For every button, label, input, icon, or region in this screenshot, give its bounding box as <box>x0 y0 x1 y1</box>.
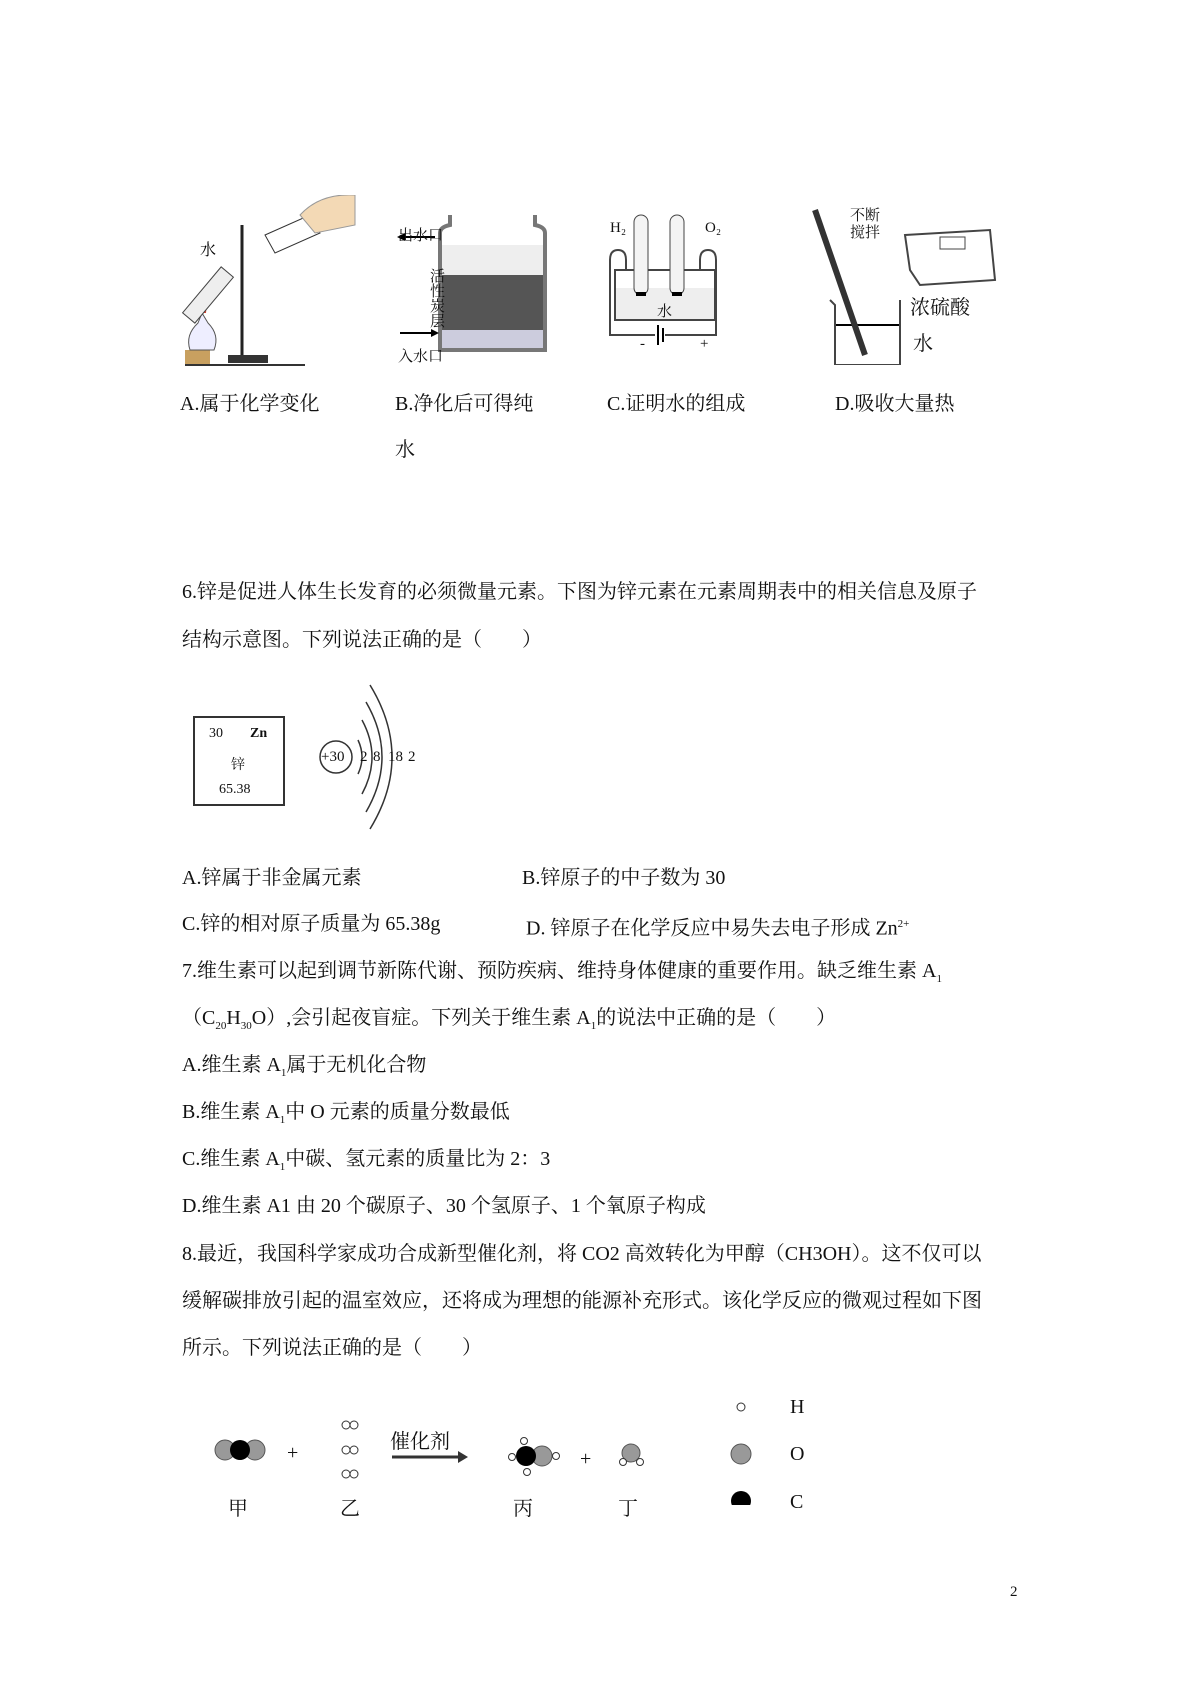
water-annotation: 水 <box>200 242 217 259</box>
minus-label: - <box>640 336 645 352</box>
plus-label: + <box>700 336 709 352</box>
stir-label: 不断搅拌 <box>850 208 881 241</box>
label-yi: 乙 <box>340 1498 360 1520</box>
option-c-label: C.证明水的组成 <box>607 393 746 415</box>
h2-label: H₂ <box>610 220 627 236</box>
element-symbol: Zn <box>250 726 268 741</box>
label-bing: 丙 <box>513 1498 533 1520</box>
q7-option-c: C.维生素 $A_1$中碳、氢元素的质量比为 2：3 <box>182 1148 551 1173</box>
figure-a-heating-test-tube <box>180 195 370 375</box>
q7-option-a: A.维生素 $A_1$属于无机化合物 <box>182 1054 427 1079</box>
q8-stem-line2: 缓解碳排放引起的温室效应，还将成为理想的能源补充形式。该化学反应的微观过程如下图 <box>182 1290 982 1312</box>
element-name: 锌 <box>231 758 245 773</box>
legend-o: O <box>790 1443 805 1465</box>
legend-c: C <box>790 1491 804 1513</box>
water-label-d: 水 <box>913 333 933 355</box>
o2-label: O₂ <box>705 220 722 236</box>
carbon-layer-label: 活性炭层 <box>430 269 446 330</box>
q6-option-a: A.锌属于非金属元素 <box>182 867 362 889</box>
nucleus-charge: +30 <box>321 749 345 765</box>
option-a-label: A.属于化学变化 <box>180 393 320 415</box>
molecule-jia <box>215 1440 265 1460</box>
figure-d-dilute-sulfuric-acid <box>810 205 1010 365</box>
q6-option-d: D. 锌原子在化学反应中易失去电子形成 $Zn^{2+}$ <box>526 917 910 940</box>
acid-label: 浓硫酸 <box>910 297 970 319</box>
q6-option-c: C.锌的相对原子质量为 65.38g <box>182 913 441 935</box>
q7-stem-line1: 7.维生素可以起到调节新陈代谢、预防疾病、维持身体健康的重要作用。缺乏维生素 $A_1$ <box>182 960 942 985</box>
water-label: 水 <box>657 304 673 320</box>
catalyst-label: 催化剂 <box>390 1431 450 1453</box>
legend-icons <box>731 1403 751 1505</box>
label-jia: 甲 <box>228 1498 248 1520</box>
outlet-label: 出水口 <box>398 228 444 244</box>
element-card <box>193 716 285 806</box>
q7-stem-line2: $(C_{20}H_{30}O)$,会引起夜盲症。下列关于维生素 $A_1$的说法中正确的是（ ） <box>182 1007 837 1032</box>
legend-h: H <box>790 1396 805 1418</box>
shell-1: 2 <box>360 749 368 765</box>
option-b-label: B.净化后可得纯 <box>395 393 534 415</box>
atomic-mass: 65.38 <box>219 782 251 797</box>
page-number: 2 <box>1010 1584 1018 1600</box>
molecule-bing <box>509 1438 560 1476</box>
q6-stem-line1: 6.锌是促进人体生长发育的必须微量元素。下图为锌元素在元素周期表中的相关信息及原子 <box>182 581 977 603</box>
q6-stem-line2: 结构示意图。下列说法正确的是（ ） <box>182 629 542 651</box>
atomic-number: 30 <box>209 726 223 741</box>
q6-option-b: B.锌原子的中子数为 30 <box>522 867 726 889</box>
inlet-label: 入水口 <box>398 349 444 365</box>
molecule-yi <box>342 1421 358 1478</box>
label-ding: 丁 <box>618 1498 638 1520</box>
plus-sign-1: + <box>287 1442 299 1464</box>
q8-stem-line1: 8.最近，我国科学家成功合成新型催化剂，将 CO2 高效转化为甲醇（CH3OH）。这不仅可以 <box>182 1243 982 1265</box>
molecule-ding <box>620 1444 644 1466</box>
q7-option-d: D.维生素 A1 由 20 个碳原子、30 个氢原子、1 个氧原子构成 <box>182 1195 706 1217</box>
q7-option-b: B.维生素 $A_1$中 O 元素的质量分数最低 <box>182 1101 510 1126</box>
option-d-label: D.吸收大量热 <box>835 393 955 415</box>
option-b-label-cont: 水 <box>395 439 415 461</box>
shell-2: 8 <box>373 749 381 765</box>
plus-sign-2: + <box>580 1448 592 1470</box>
q8-stem-line3: 所示。下列说法正确的是（ ） <box>182 1337 482 1359</box>
shell-3: 18 <box>388 749 403 765</box>
shell-4: 2 <box>408 749 416 765</box>
